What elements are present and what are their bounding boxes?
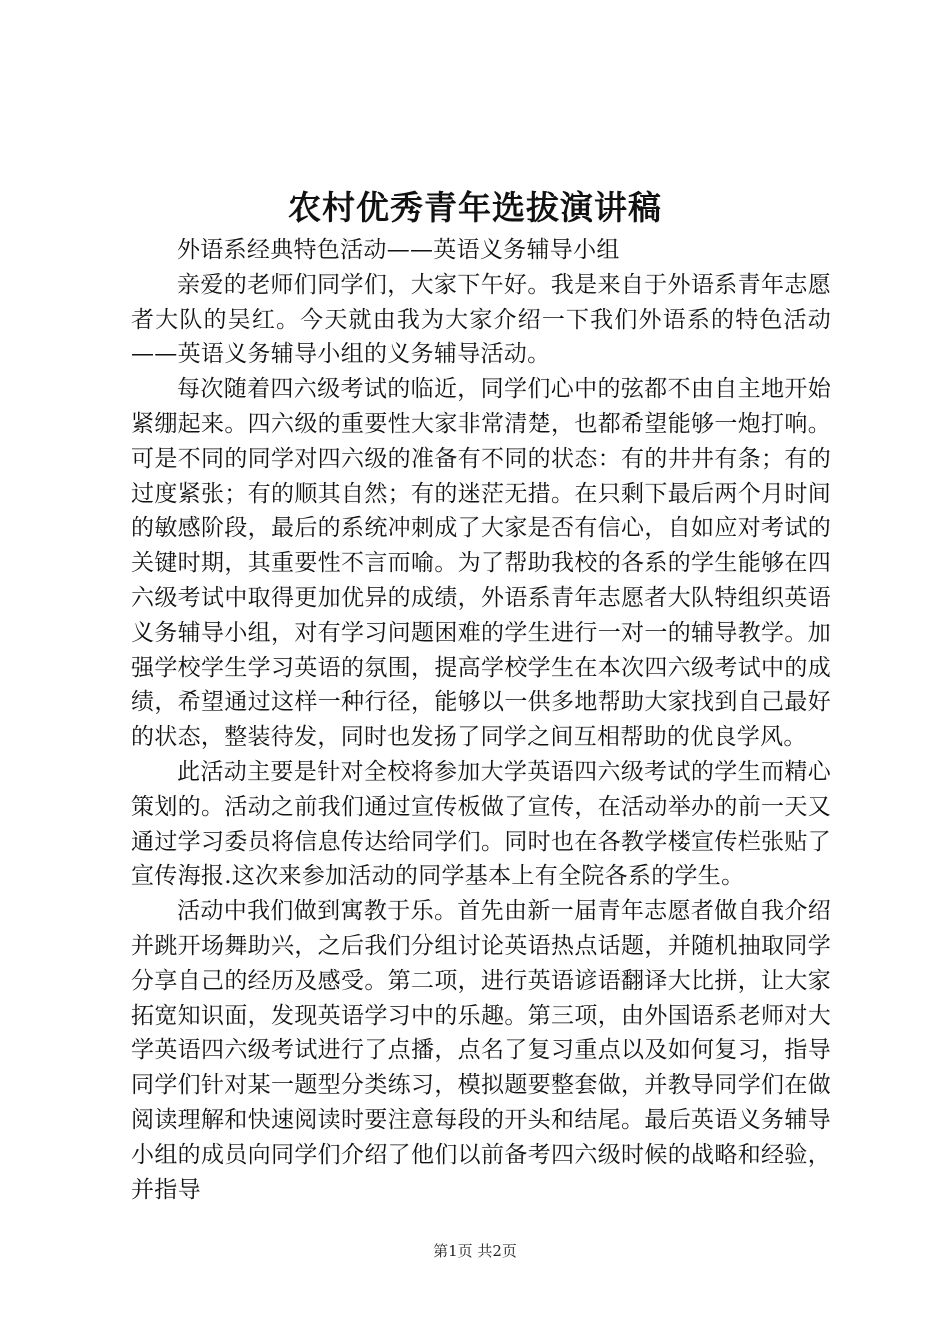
page-number-footer: 第1页 共2页: [433, 1242, 517, 1260]
body-paragraph: 此活动主要是针对全校将参加大学英语四六级考试的学生而精心策划的。活动之前我们通过宣传板做了宣传，在活动举办的前一天又通过学习委员将信息传达给同学们。同时也在各教学楼宣传栏张贴了宣传海报.这次来参加活动的同学基本上有全院各系的学生。: [131, 758, 831, 890]
page-title: 农村优秀青年选拔演讲稿: [288, 188, 662, 227]
body-paragraph: 亲爱的老师们同学们，大家下午好。我是来自于外语系青年志愿者大队的吴红。今天就由我为大家介绍一下我们外语系的特色活动——英语义务辅导小组的义务辅导活动。: [131, 271, 831, 368]
subtitle-paragraph: 外语系经典特色活动——英语义务辅导小组: [177, 237, 620, 263]
body-paragraph: 活动中我们做到寓教于乐。首先由新一届青年志愿者做自我介绍并跳开场舞助兴，之后我们分组讨论英语热点话题，并随机抽取同学分享自己的经历及感受。第二项，进行英语谚语翻译大比拼，让大家拓宽知识面，发现英语学习中的乐趣。第三项，由外国语系老师对大学英语四六级考试进行了点播，点名了复习重点以及如何复习，指导同学们针对某一题型分类练习，模拟题要整套做，并教导同学们在做阅读理解和快速阅读时要注意每段的开头和结尾。最后英语义务辅导小组的成员向同学们介绍了他们以前备考四六级时候的战略和经验，并指导: [131, 898, 831, 1203]
body-paragraph: 每次随着四六级考试的临近，同学们心中的弦都不由自主地开始紧绷起来。四六级的重要性大家非常清楚，也都希望能够一炮打响。可是不同的同学对四六级的准备有不同的状态：有的井井有条；有的过度紧张；有的顺其自然；有的迷茫无措。在只剩下最后两个月时间的敏感阶段，最后的系统冲刺成了大家是否有信心，自如应对考试的关键时期，其重要性不言而喻。为了帮助我校的各系的学生能够在四六级考试中取得更加优异的成绩，外语系青年志愿者大队特组织英语义务辅导小组，对有学习问题困难的学生进行一对一的辅导教学。加强学校学生学习英语的氛围，提高学校学生在本次四六级考试中的成绩，希望通过这样一种行径，能够以一供多地帮助大家找到自己最好的状态，整装待发，同时也发扬了同学之间互相帮助的优良学风。: [131, 376, 831, 751]
document-body: [131, 233, 831, 1207]
